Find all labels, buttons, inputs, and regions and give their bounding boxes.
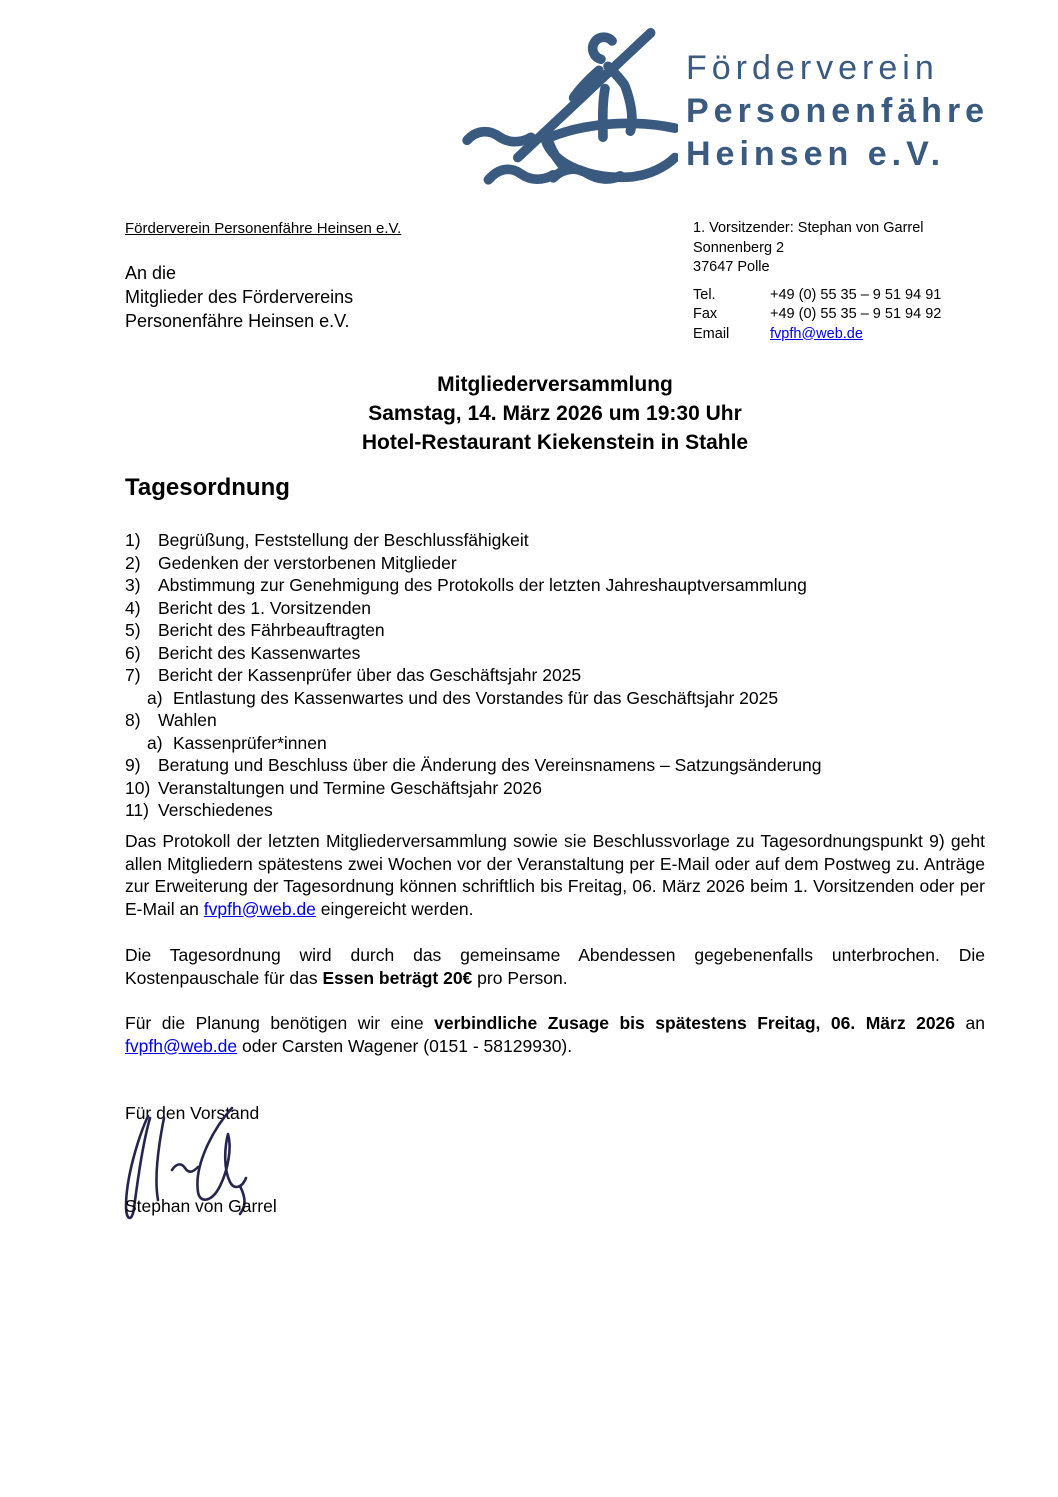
- agenda-item: [125, 754, 995, 777]
- agenda-item-marker: 8): [125, 710, 141, 730]
- text-line: Sonnenberg 2: [693, 239, 785, 256]
- text-line: 1. Vorsitzender: Stephan von Garrel: [693, 220, 924, 236]
- text-segment: Für die Planung benötigen wir eine: [125, 1013, 435, 1033]
- agenda-item-marker: a): [147, 687, 163, 708]
- logo-line-1: Förderverein: [686, 49, 939, 87]
- agenda-item-text: Entlastung des Kassenwartes und des Vorstandes für das Geschäftsjahr 2025: [173, 687, 779, 708]
- agenda-item-text: Wahlen: [158, 710, 217, 730]
- agenda-item-marker: a): [147, 732, 163, 753]
- contact-row: [693, 286, 941, 306]
- agenda-item: [125, 642, 995, 665]
- text-line: Personenfähre Heinsen e.V.: [125, 311, 350, 331]
- agenda-item: [125, 619, 995, 642]
- ferryman-boat-icon: [460, 25, 678, 211]
- agenda-item-marker: 7): [125, 665, 141, 685]
- meeting-title: [125, 370, 985, 457]
- recipient-address: [125, 261, 353, 333]
- agenda-item-marker: 3): [125, 575, 141, 595]
- agenda-item-marker: 6): [125, 642, 141, 663]
- agenda-heading: Tagesordnung: [125, 474, 290, 501]
- agenda-item: [125, 552, 995, 575]
- agenda-item-marker: 10): [125, 777, 151, 798]
- bold-text-segment: verbindliche Zusage bis spätestens Freitag, 06. März 2026: [434, 1013, 956, 1033]
- email-link[interactable]: fvpfh@web.de: [770, 325, 863, 342]
- bold-text-segment: Essen beträgt 20€: [322, 967, 473, 988]
- agenda-item-marker: 11): [125, 800, 149, 820]
- agenda-subitem: [147, 687, 995, 710]
- contact-address: [693, 219, 941, 278]
- agenda-item-marker: 2): [125, 552, 141, 573]
- agenda-item: [125, 664, 995, 687]
- contact-label: Fax: [693, 306, 718, 322]
- agenda-item-text: Bericht des 1. Vorsitzenden: [158, 597, 372, 618]
- text-line: 37647 Polle: [693, 259, 770, 275]
- text-line: Samstag, 14. März 2026 um 19:30 Uhr: [368, 402, 742, 425]
- text-segment: oder Carsten Wagener (0151 - 58129930).: [237, 1035, 573, 1056]
- agenda-item-marker: 4): [125, 597, 141, 618]
- agenda-item: [125, 709, 995, 732]
- paragraph-protocol: [125, 830, 985, 920]
- paragraph-rsvp: [125, 1012, 985, 1057]
- agenda-item-text: Veranstaltungen und Termine Geschäftsjahr 2026: [158, 777, 542, 798]
- closing-line: Für den Vorstand: [125, 1103, 260, 1123]
- agenda-item-text: Begrüßung, Feststellung der Beschlussfähigkeit: [158, 530, 529, 550]
- agenda-item: [125, 777, 995, 800]
- agenda-subitem: [147, 732, 995, 755]
- text-line: Mitglieder des Fördervereins: [125, 287, 354, 307]
- agenda-item-text: Bericht des Kassenwartes: [158, 642, 361, 663]
- agenda-item-marker: 5): [125, 620, 141, 640]
- text-line: Mitgliederversammlung: [437, 373, 673, 396]
- sender-line: Förderverein Personenfähre Heinsen e.V.: [125, 220, 402, 237]
- text-segment: Die Tagesordnung wird durch das gemeinsame Abendessen gegebenenfalls unterbrochen. Die Kostenpauschale für das: [125, 945, 985, 988]
- contact-row: [693, 305, 941, 325]
- agenda-list: [125, 529, 995, 822]
- text-segment: an: [955, 1013, 985, 1033]
- text-line: Hotel-Restaurant Kiekenstein in Stahle: [361, 431, 749, 454]
- agenda-item: [125, 529, 995, 552]
- contact-label: Tel.: [693, 286, 716, 303]
- contact-row: [693, 325, 941, 345]
- text-line: An die: [125, 263, 177, 283]
- logo-line-2: Personenfähre: [686, 92, 990, 130]
- email-link[interactable]: fvpfh@web.de: [203, 898, 316, 919]
- agenda-item-text: Abstimmung zur Genehmigung des Protokolls der letzten Jahreshauptversammlung: [158, 575, 807, 595]
- paragraph-dinner: [125, 944, 985, 989]
- contact-value: +49 (0) 55 35 – 9 51 94 92: [770, 306, 942, 322]
- agenda-item: [125, 574, 995, 597]
- agenda-item-text: Kassenprüfer*innen: [173, 732, 327, 753]
- signer-name: Stephan von Garrel: [125, 1196, 277, 1216]
- club-logo-wordmark: [686, 25, 989, 215]
- text-segment: pro Person.: [472, 967, 568, 988]
- agenda-item-text: Bericht des Fährbeauftragten: [158, 620, 385, 640]
- agenda-item-text: Beratung und Beschluss über die Änderung des Vereinsnamens – Satzungsänderung: [158, 755, 822, 775]
- agenda-item-text: Verschiedenes: [158, 800, 273, 820]
- contact-label: Email: [693, 325, 730, 342]
- agenda-item-text: Bericht der Kassenprüfer über das Geschäftsjahr 2025: [158, 665, 582, 685]
- agenda-item-marker: 9): [125, 755, 141, 775]
- agenda-item: [125, 799, 995, 822]
- agenda-item-text: Gedenken der verstorbenen Mitglieder: [158, 552, 457, 573]
- contact-block: [693, 219, 941, 344]
- contact-rows: [693, 286, 941, 345]
- contact-value: +49 (0) 55 35 – 9 51 94 91: [770, 286, 942, 303]
- agenda-item: [125, 597, 995, 620]
- logo-line-3: Heinsen e.V.: [686, 135, 946, 173]
- email-link[interactable]: fvpfh@web.de: [125, 1035, 238, 1056]
- text-segment: eingereicht werden.: [315, 898, 474, 919]
- text-segment: Das Protokoll der letzten Mitgliederversammlung sowie sie Beschlussvorlage zu Tagesordnungspunkt 9) geht allen Mitgliedern spätestens zwei Wochen vor der Veranstaltung per E-Mail oder auf dem Postweg zu. Anträge zur Erweiterung der Tagesordnung können schriftlich bis Freitag, 06. März 2026 beim 1. Vorsitzenden oder per E-Mail an: [125, 831, 985, 919]
- club-logo: [460, 25, 990, 215]
- agenda-item-marker: 1): [125, 530, 141, 550]
